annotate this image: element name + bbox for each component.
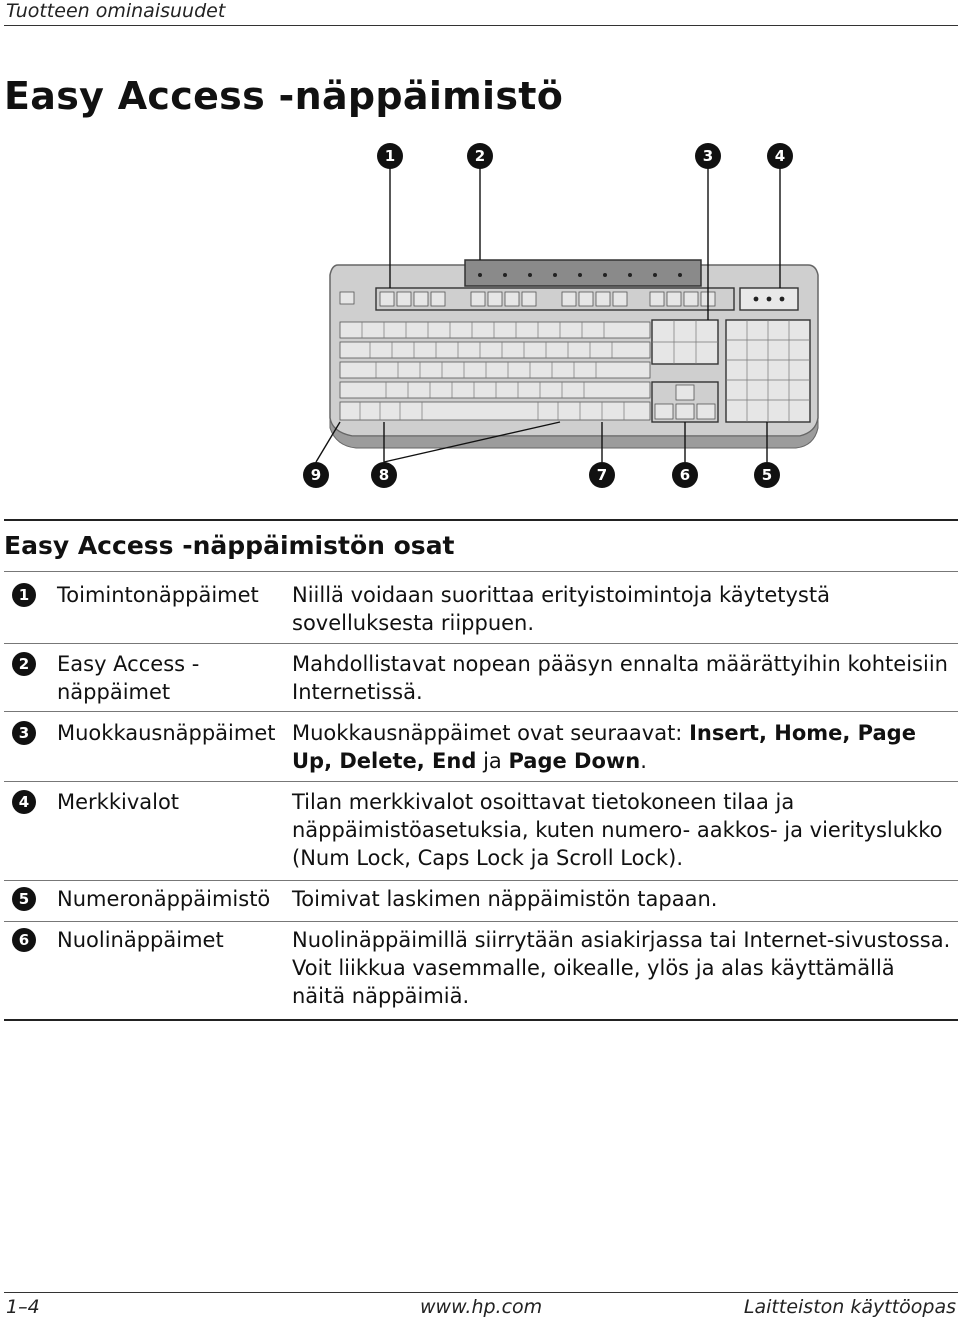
- table-header-rule: [4, 571, 958, 572]
- svg-text:7: 7: [596, 466, 608, 484]
- easy-access-strip: [465, 260, 701, 286]
- row-rule: [4, 880, 958, 881]
- svg-text:4: 4: [774, 147, 786, 165]
- row-rule: [4, 643, 958, 644]
- row-term: Muokkausnäppäimet: [57, 721, 276, 745]
- desc-text: Muokkausnäppäimet ovat seuraavat:: [292, 721, 690, 745]
- callout-8: [371, 462, 397, 488]
- table-bottom-rule: [4, 1019, 958, 1021]
- footer-url: www.hp.com: [420, 1296, 543, 1318]
- row-number: 1: [12, 583, 36, 607]
- row-term: Merkkivalot: [57, 790, 180, 814]
- keyboard-illustration: [330, 260, 818, 448]
- footer-rule: [4, 1292, 958, 1293]
- row-term: Easy Access -näppäimet: [57, 652, 200, 704]
- row-number: 5: [12, 887, 36, 911]
- row-rule: [4, 781, 958, 782]
- callout-3: [695, 143, 721, 169]
- page-number: 1–4: [6, 1296, 40, 1318]
- desc-keys: Page Down: [508, 749, 641, 773]
- table-title: Easy Access -näppäimistön osat: [4, 531, 455, 560]
- row-number: 3: [12, 721, 36, 745]
- svg-text:5: 5: [761, 466, 773, 484]
- row-number: 2: [12, 652, 36, 676]
- row-rule: [4, 711, 958, 712]
- footer-doc-title: Laitteiston käyttöopas: [743, 1296, 956, 1318]
- row-term: Toimintonäppäimet: [57, 583, 259, 607]
- desc-text: ja: [476, 749, 509, 773]
- row-term: Nuolinäppäimet: [57, 928, 224, 952]
- callout-2: [467, 143, 493, 169]
- row-description: Niillä voidaan suorittaa erityistoimintoja käytetystä sovelluksesta riippuen.: [292, 583, 830, 635]
- callout-4: [767, 143, 793, 169]
- svg-text:1: 1: [384, 147, 396, 165]
- row-description: [292, 719, 952, 775]
- row-description: Mahdollistavat nopean pääsyn ennalta määrättyihin kohteisiin Internetissä.: [292, 652, 948, 704]
- row-term: Numeronäppäimistö: [57, 887, 271, 911]
- svg-text:9: 9: [310, 466, 322, 484]
- row-description: Tilan merkkivalot osoittavat tietokoneen tilaa ja näppäimistöasetuksia, kuten numero- aakkos- ja vierityslukko (Num Lock, Caps Lock ja Scroll Lock).: [292, 790, 943, 870]
- page-title: Easy Access -näppäimistö: [4, 74, 564, 118]
- callout-9: [303, 462, 329, 488]
- header-rule: [4, 25, 958, 26]
- svg-text:3: 3: [702, 147, 714, 165]
- row-number: 4: [12, 790, 36, 814]
- desc-text: .: [640, 749, 647, 773]
- main-typing-keys: [340, 322, 650, 420]
- callout-1: [377, 143, 403, 169]
- row-rule: [4, 921, 958, 922]
- keyboard-figure: [290, 130, 830, 500]
- running-header: Tuotteen ominaisuudet: [6, 0, 226, 22]
- callout-6: [672, 462, 698, 488]
- row-description: Nuolinäppäimillä siirrytään asiakirjassa tai Internet-sivustossa. Voit liikkua vasemmalle, oikealle, ylös ja alas käyttämällä näitä näppäimiä.: [292, 928, 951, 1008]
- svg-text:6: 6: [679, 466, 691, 484]
- svg-text:2: 2: [474, 147, 486, 165]
- row-number: 6: [12, 928, 36, 952]
- table-top-rule: [4, 519, 958, 521]
- svg-text:8: 8: [378, 466, 390, 484]
- desc-keys: Insert, Home, Page Up, Delete, End: [292, 721, 916, 773]
- callout-7: [589, 462, 615, 488]
- row-description: Toimivat laskimen näppäimistön tapaan.: [292, 887, 718, 911]
- callout-5: [754, 462, 780, 488]
